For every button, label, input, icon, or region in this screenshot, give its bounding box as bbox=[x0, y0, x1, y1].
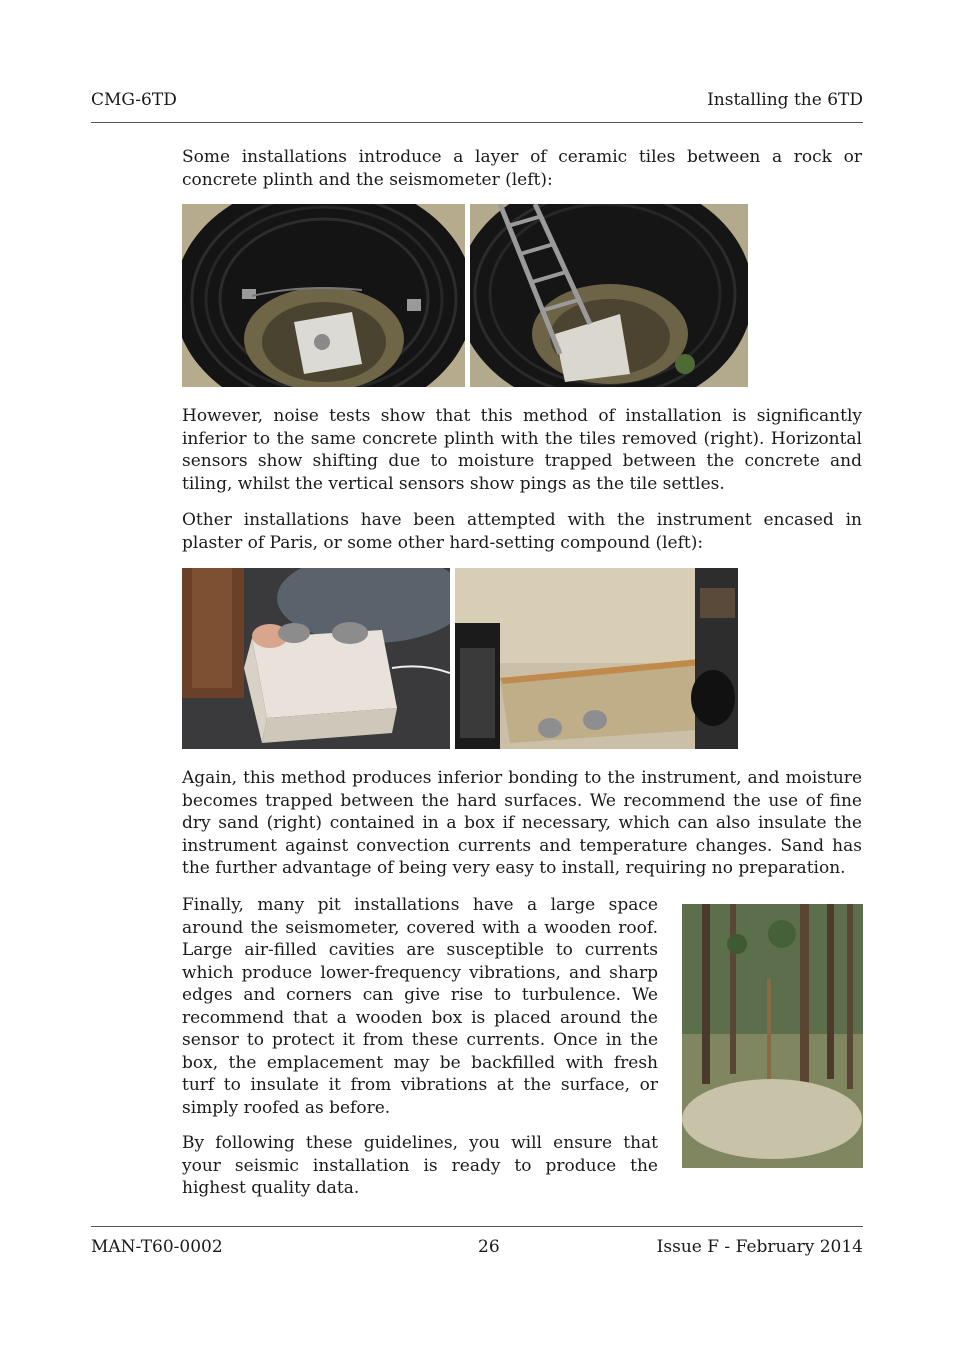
footer-doc-number: MAN-T60-0002 bbox=[91, 1237, 223, 1257]
paragraph-plaster: Other installations have been attempted with the instrument encased in plaster of Paris, or some other hard-setting compound (left): bbox=[182, 510, 862, 553]
paragraph-sand-recommendation: Again, this method produces inferior bonding to the instrument, and moisture becomes trapped between the hard surfaces. We recommend the use of fine dry sand (right) contained in a box if necessary, which can also insulate the instrument against convection currents and temperature changes. Sand has the further advantage of being very easy to install, requiring no preparation. bbox=[182, 768, 862, 878]
paragraph-noise-tests: However, noise tests show that this method of installation is significantly inferior to the same concrete plinth with the tiles removed (right). Horizontal sensors show shifting due to moisture trapped between the concrete and tiling, whilst the vertical sensors show pings as the tile settles. bbox=[182, 406, 862, 494]
photo-plaster-encased bbox=[182, 568, 450, 749]
photo-sand-box bbox=[455, 568, 738, 749]
footer-page-number: 26 bbox=[478, 1237, 500, 1257]
header-section-title: Installing the 6TD bbox=[707, 90, 863, 110]
footer-rule bbox=[91, 1226, 863, 1227]
header-rule bbox=[91, 122, 863, 123]
photo-forest-installation bbox=[682, 904, 863, 1168]
paragraph-tiles-intro: Some installations introduce a layer of ceramic tiles between a rock or concrete plinth and the seismometer (left): bbox=[182, 147, 862, 190]
header-doc-id: CMG-6TD bbox=[91, 90, 177, 110]
footer-issue-date: Issue F - February 2014 bbox=[656, 1237, 863, 1257]
photo-pit-tiles-removed bbox=[470, 204, 748, 387]
photo-pit-with-tiles bbox=[182, 204, 465, 387]
paragraph-wooden-box: Finally, many pit installations have a large space around the seismometer, covered with a wooden roof. Large air-filled cavities are susceptible to currents which produce lower-frequency vibrations, and sharp edges and corners can give rise to turbulence. We recommend that a wooden box is placed around the sensor to protect it from these currents. Once in the box, the emplacement may be backfilled with fresh turf to insulate it from vibrations at the surface, or simply roofed as before. bbox=[182, 895, 658, 1118]
paragraph-conclusion: By following these guidelines, you will ensure that your seismic installation is ready to produce the highest quality data. bbox=[182, 1133, 658, 1198]
